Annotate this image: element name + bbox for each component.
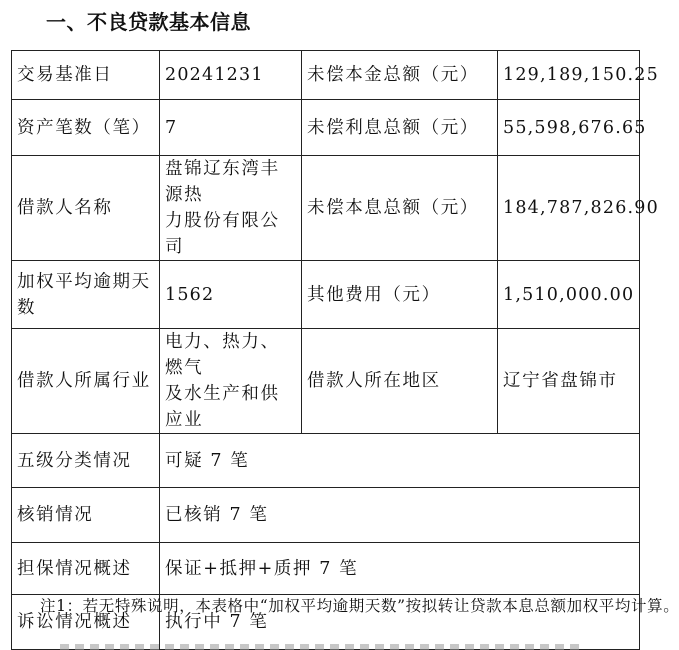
label-cell: 诉讼情况概述 (12, 595, 160, 650)
table-row (12, 329, 640, 434)
value-cell: 保证+抵押+质押 7 笔 (160, 543, 640, 595)
table-row (12, 434, 640, 488)
label-cell: 五级分类情况 (12, 434, 160, 488)
label-cell: 借款人所在地区 (302, 329, 498, 434)
label-cell: 担保情况概述 (12, 543, 160, 595)
cropped-text-line (60, 640, 580, 650)
table-row (12, 543, 640, 595)
label-cell: 未偿利息总额（元） (302, 100, 498, 156)
value-cell: 执行中 7 笔 (160, 595, 640, 650)
table-row (12, 488, 640, 543)
value-cell (160, 156, 302, 261)
table-row (12, 100, 640, 156)
value-cell: 已核销 7 笔 (160, 488, 640, 543)
label-cell: 未偿本金总额（元） (302, 51, 498, 100)
value-cell: 1,510,000.00 (498, 261, 640, 329)
label-cell: 核销情况 (12, 488, 160, 543)
label-cell: 其他费用（元） (302, 261, 498, 329)
value-cell: 辽宁省盘锦市 (498, 329, 640, 434)
value-line: 盘锦辽东湾丰源热 (165, 159, 280, 205)
table-row (12, 261, 640, 329)
value-cell (160, 329, 302, 434)
label-cell: 借款人所属行业 (12, 329, 160, 434)
footnote: 注1：若无特殊说明，本表格中“加权平均逾期天数”按拟转让贷款本息总额加权平均计算。 (40, 597, 679, 615)
label-cell: 借款人名称 (12, 156, 160, 261)
label-cell: 资产笔数（笔） (12, 100, 160, 156)
value-cell: 184,787,826.90 (498, 156, 640, 261)
label-cell: 加权平均逾期天数 (12, 261, 160, 329)
value-cell: 1562 (160, 261, 302, 329)
label-cell: 交易基准日 (12, 51, 160, 100)
section-title: 一、不良贷款基本信息 (46, 10, 251, 34)
table-row (12, 51, 640, 100)
value-line: 电力、热力、燃气 (165, 332, 280, 378)
value-cell: 129,189,150.25 (498, 51, 640, 100)
table-row (12, 156, 640, 261)
loan-info-table (11, 50, 659, 650)
value-line: 及水生产和供应业 (165, 384, 280, 430)
value-line: 力股份有限公司 (165, 211, 280, 257)
value-cell: 可疑 7 笔 (160, 434, 640, 488)
value-cell: 55,598,676.65 (498, 100, 640, 156)
label-cell: 未偿本息总额（元） (302, 156, 498, 261)
value-cell: 20241231 (160, 51, 302, 100)
value-cell: 7 (160, 100, 302, 156)
